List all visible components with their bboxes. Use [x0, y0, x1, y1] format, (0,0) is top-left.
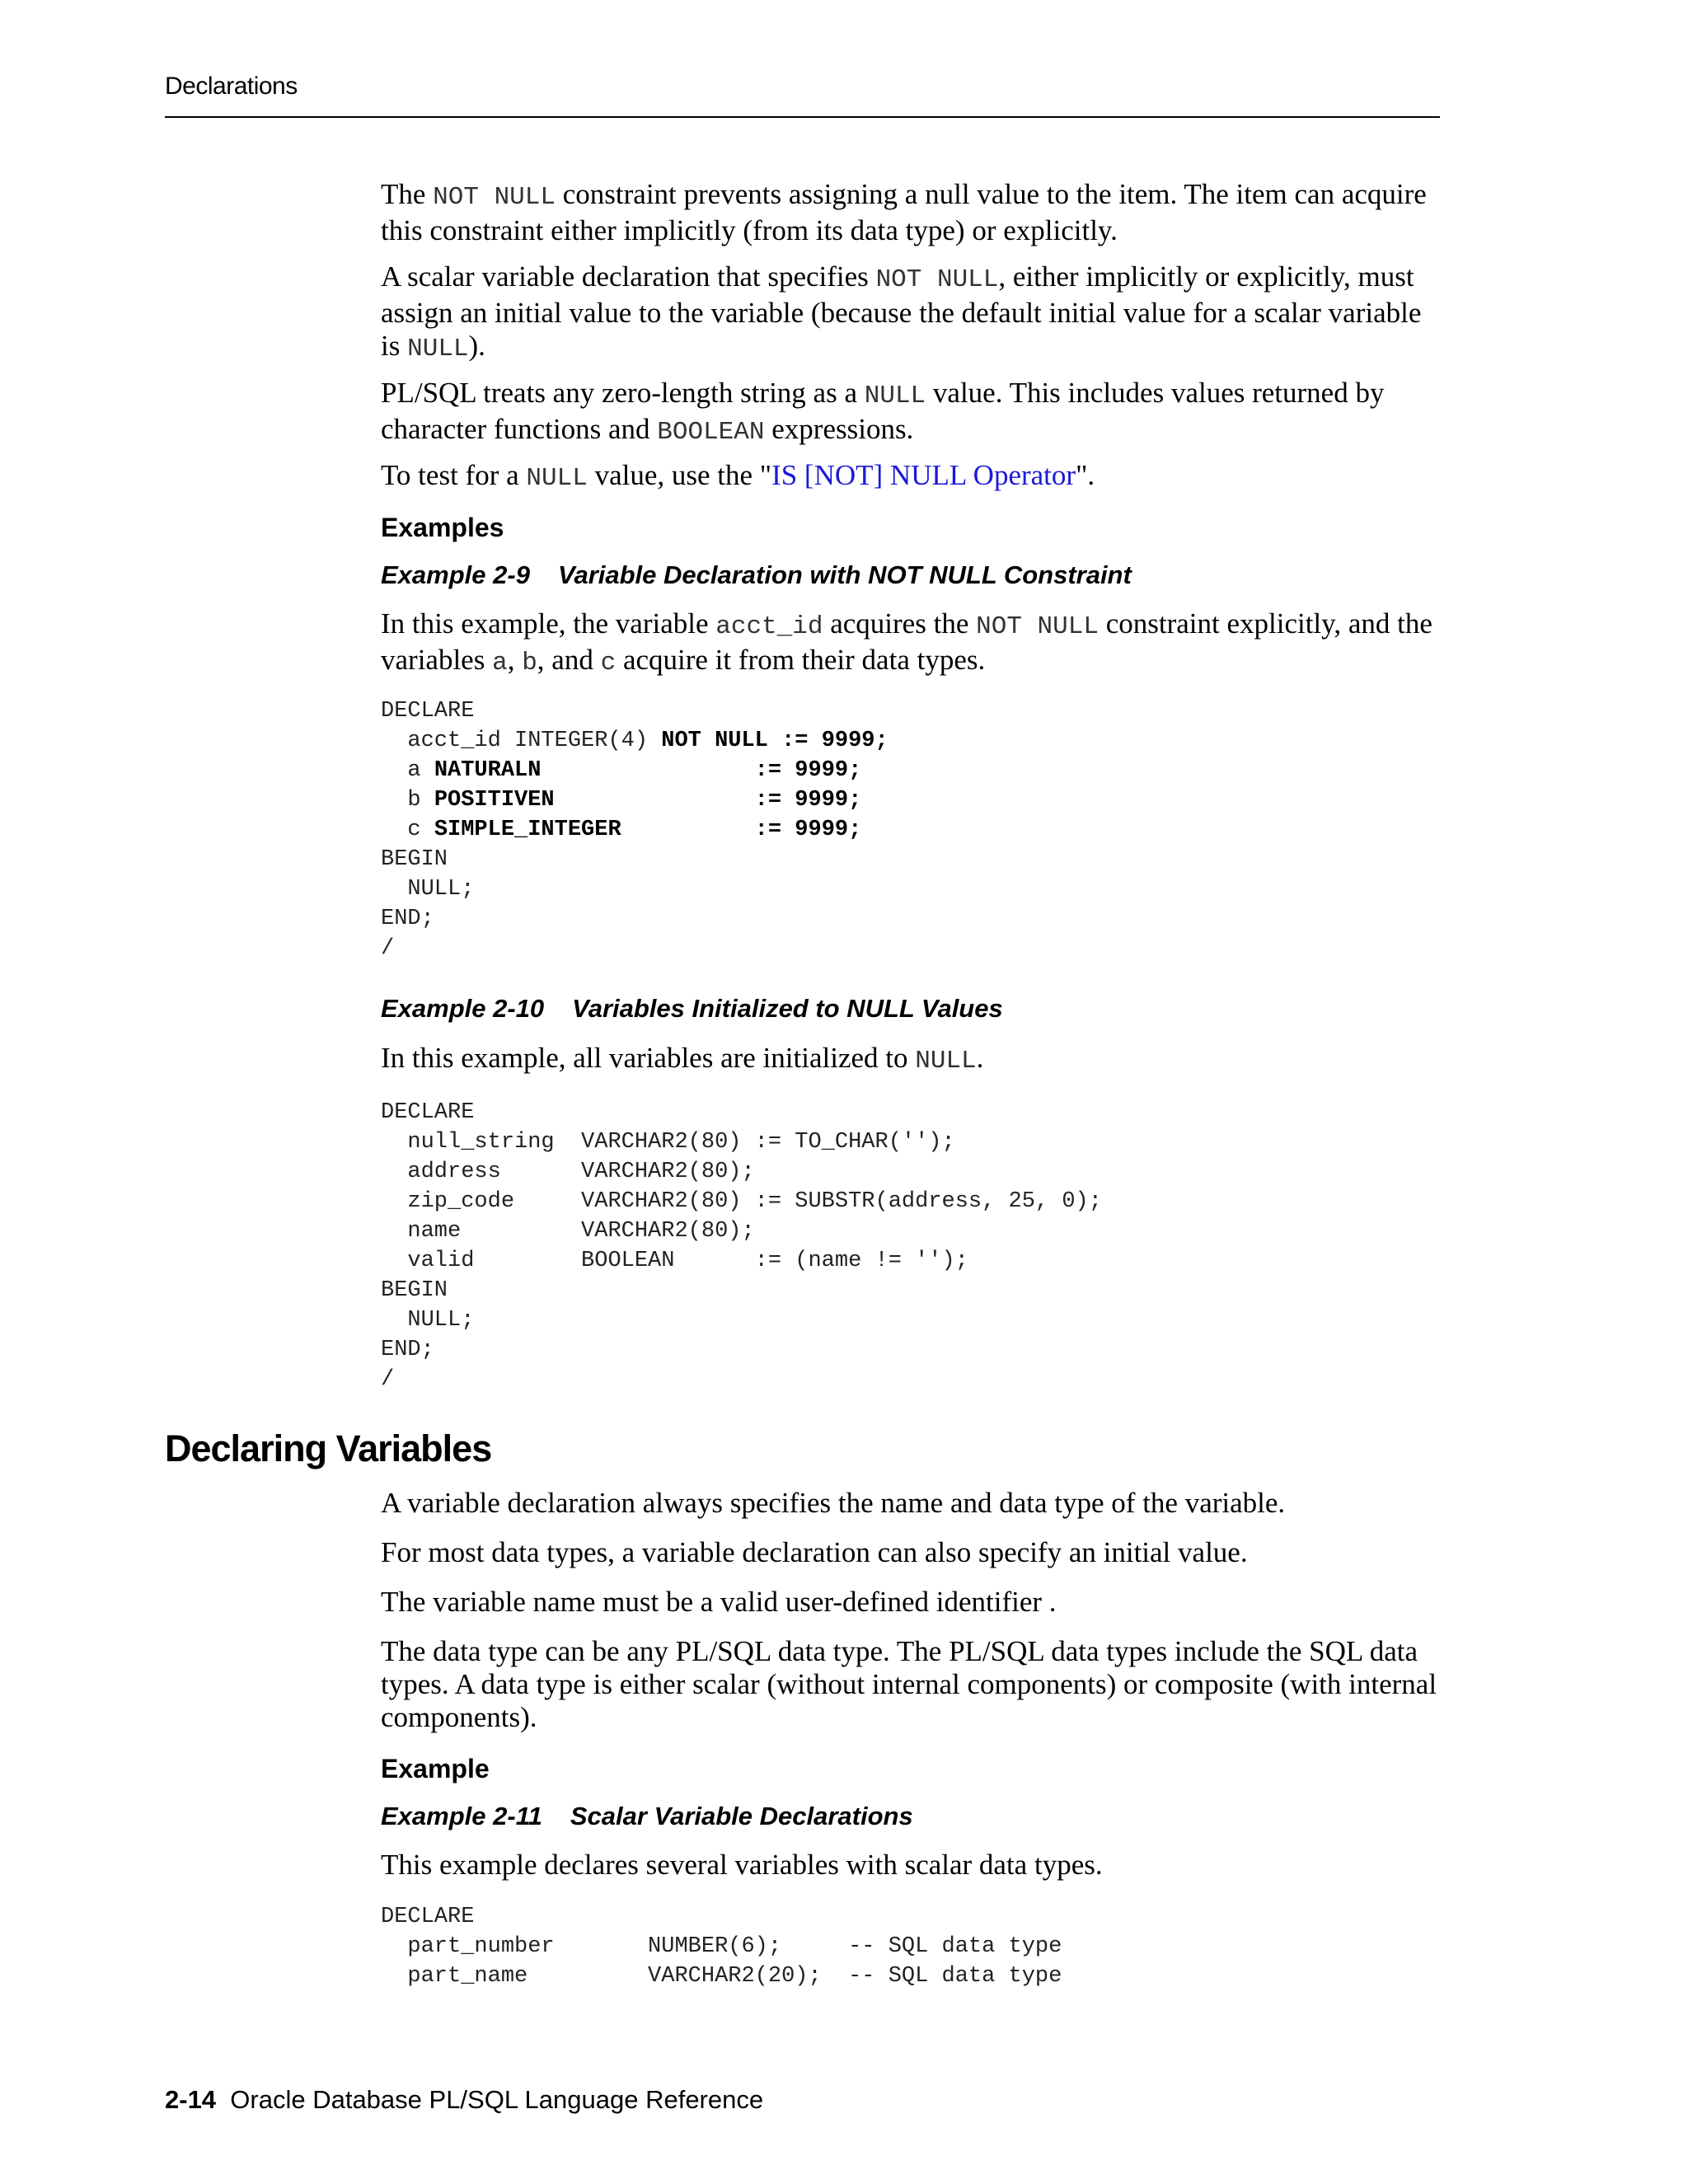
header-rule [165, 116, 1440, 118]
code-line: NULL; [381, 1308, 475, 1333]
code-line: b POSITIVEN := 9999; [381, 788, 862, 813]
code-line: part_number NUMBER(6); -- SQL data type [381, 1934, 1062, 1959]
section-paragraph-4: The data type can be any PL/SQL data type. The PL/SQL data types include the SQL data types. A data type is either scalar (without internal components) or composite (with internal components). [381, 1635, 1437, 1733]
section-title: Declaring Variables [165, 1427, 492, 1469]
inline-code: c [600, 649, 617, 677]
examples-heading: Examples [381, 513, 504, 542]
page-number: 2-14 [165, 2085, 217, 2114]
code-line: NULL; [381, 877, 475, 902]
intro-paragraph-4: To test for a NULL value, use the "IS [NOT] NULL Operator". [381, 459, 1095, 493]
example-2-11-caption [381, 1800, 913, 1833]
code-line: valid BOOLEAN := (name != ''); [381, 1249, 968, 1273]
code-line: acct_id INTEGER(4) NOT NULL := 9999; [381, 729, 889, 753]
cross-reference-link[interactable]: IS [NOT] NULL Operator [771, 459, 1076, 491]
example-2-10-description: In this example, all variables are initialized to NULL. [381, 1042, 984, 1076]
code-line: address VARCHAR2(80); [381, 1160, 755, 1184]
example-title: Variables Initialized to NULL Values [572, 994, 1003, 1023]
example-2-9-caption [381, 559, 1132, 592]
section-paragraph-3: The variable name must be a valid user-defined identifier . [381, 1586, 1057, 1618]
page-footer [165, 2083, 763, 2116]
example-number: Example 2-10 [381, 994, 545, 1023]
code-line: / [381, 1367, 395, 1392]
section-paragraph-2: For most data types, a variable declaration can also specify an initial value. [381, 1536, 1248, 1568]
code-line: DECLARE [381, 699, 475, 724]
intro-paragraph-1: The NOT NULL constraint prevents assigning a null value to the item. The item can acquire this constraint either implicitly (from its data type) or explicitly. [381, 178, 1427, 246]
code-line: DECLARE [381, 1905, 475, 1929]
intro-paragraph-2: A scalar variable declaration that specifies NOT NULL, either implicitly or explicitly, must assign an initial value to the variable (because the default initial value for a scalar variable is NULL). [381, 260, 1422, 363]
code-line: DECLARE [381, 1100, 475, 1125]
inline-code: a [492, 649, 508, 677]
code-line: part_name VARCHAR2(20); -- SQL data type [381, 1964, 1062, 1989]
inline-code: NULL [526, 464, 588, 493]
code-line: null_string VARCHAR2(80) := TO_CHAR(''); [381, 1130, 955, 1155]
example-title: Variable Declaration with NOT NULL Constraint [557, 560, 1132, 589]
code-line: a NATURALN := 9999; [381, 758, 862, 783]
code-line: END; [381, 1338, 434, 1362]
code-line: END; [381, 907, 434, 931]
code-line: c SIMPLE_INTEGER := 9999; [381, 818, 862, 842]
inline-code: b [522, 649, 537, 677]
example-2-11-code [381, 1902, 1062, 1991]
section-paragraph-1: A variable declaration always specifies the name and data type of the variable. [381, 1487, 1286, 1519]
example-2-9-code [381, 696, 889, 963]
example-2-10-code [381, 1098, 1102, 1394]
example-2-10-caption [381, 992, 1003, 1025]
example-number: Example 2-9 [381, 560, 530, 589]
code-line: zip_code VARCHAR2(80) := SUBSTR(address, 25, 0); [381, 1189, 1102, 1214]
book-title: Oracle Database PL/SQL Language Reference [230, 2085, 764, 2114]
inline-code: NOT NULL [433, 183, 556, 212]
inline-code: NULL [915, 1047, 977, 1076]
running-head: Declarations [165, 73, 298, 100]
inline-code: NOT NULL [976, 612, 1099, 641]
inline-code: BOOLEAN [657, 418, 765, 447]
example-number: Example 2-11 [381, 1802, 542, 1830]
code-line: BEGIN [381, 847, 448, 872]
example-2-9-description: In this example, the variable acct_id acquires the NOT NULL constraint explicitly, and the variables a, b, and c acquire it from their data types. [381, 607, 1432, 677]
code-line: name VARCHAR2(80); [381, 1219, 755, 1244]
example-2-11-description: This example declares several variables with scalar data types. [381, 1849, 1103, 1881]
code-line: BEGIN [381, 1278, 448, 1303]
inline-code: NULL [864, 382, 926, 410]
intro-paragraph-3: PL/SQL treats any zero-length string as a NULL value. This includes values returned by character functions and BOOLEAN expressions. [381, 377, 1385, 447]
example-heading: Example [381, 1754, 490, 1783]
inline-code: acct_id [715, 612, 823, 641]
inline-code: NULL [407, 335, 469, 363]
inline-code: NOT NULL [875, 265, 999, 294]
example-title: Scalar Variable Declarations [570, 1802, 913, 1830]
code-line: / [381, 936, 395, 961]
